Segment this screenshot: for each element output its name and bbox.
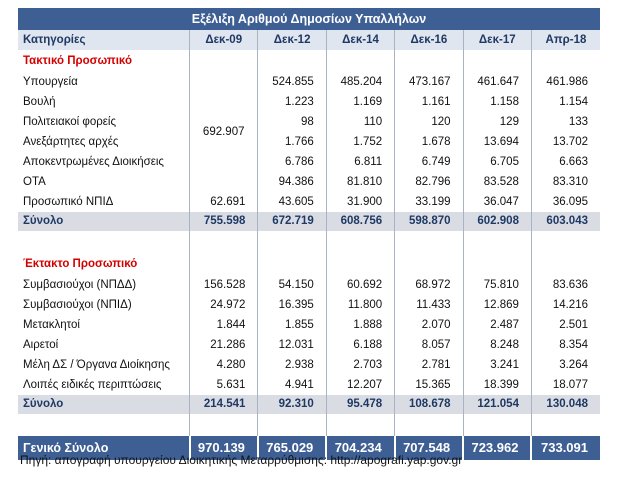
value-cell: 6.811 bbox=[326, 152, 394, 172]
total-value-cell: 121.054 bbox=[463, 395, 531, 414]
value-cell: 1.766 bbox=[258, 132, 326, 152]
value-cell: 461.647 bbox=[463, 72, 531, 92]
grand-total-value-cell: 723.962 bbox=[463, 436, 531, 460]
grand-total-value-cell: 765.029 bbox=[258, 436, 326, 460]
table-row bbox=[18, 132, 600, 152]
section-title: Τακτικό Προσωπικό bbox=[23, 55, 132, 67]
value-cell: 2.703 bbox=[326, 355, 394, 375]
empty-cell bbox=[395, 414, 463, 436]
total-value-cell: 598.870 bbox=[395, 212, 463, 231]
value-cell: 68.972 bbox=[395, 275, 463, 295]
value-cell: 1.844 bbox=[190, 315, 258, 335]
spacer-row bbox=[18, 414, 600, 436]
header-row bbox=[18, 30, 600, 50]
value-cell: 120 bbox=[395, 112, 463, 132]
value-cell: 1.161 bbox=[395, 92, 463, 112]
total-value-cell: 214.541 bbox=[190, 395, 258, 414]
value-cell: 13.702 bbox=[531, 132, 600, 152]
value-cell: 33.199 bbox=[395, 192, 463, 212]
total-value-cell: 672.719 bbox=[258, 212, 326, 231]
value-cell: 11.800 bbox=[326, 295, 394, 315]
value-cell: 21.286 bbox=[190, 335, 258, 355]
empty-cell bbox=[463, 50, 531, 72]
value-cell: 11.433 bbox=[395, 295, 463, 315]
subtotal-row bbox=[18, 395, 600, 414]
empty-cell bbox=[258, 231, 326, 253]
value-cell: 16.395 bbox=[258, 295, 326, 315]
row-label: Μέλη ΔΣ / Όργανα Διοίκησης bbox=[23, 359, 170, 371]
grand-total-value-cell: 707.548 bbox=[395, 436, 463, 460]
section-title: Έκτακτο Προσωπικό bbox=[23, 258, 138, 270]
empty-cell bbox=[463, 414, 531, 436]
empty-cell bbox=[190, 414, 258, 436]
grand-total-value-cell: 733.091 bbox=[531, 436, 600, 460]
value-cell: 5.631 bbox=[190, 375, 258, 395]
value-cell: 1.752 bbox=[326, 132, 394, 152]
row-label: Συμβασιούχοι (ΝΠΙΔ) bbox=[23, 299, 132, 311]
empty-cell bbox=[258, 414, 326, 436]
value-cell: 2.487 bbox=[463, 315, 531, 335]
value-cell: 473.167 bbox=[395, 72, 463, 92]
value-cell: 110 bbox=[326, 112, 394, 132]
empty-cell bbox=[531, 253, 600, 275]
column-header: Κατηγορίες bbox=[18, 30, 190, 50]
table-row bbox=[18, 315, 600, 335]
value-cell: 62.691 bbox=[190, 192, 258, 212]
value-cell: 12.869 bbox=[463, 295, 531, 315]
row-label: Σύνολο bbox=[18, 395, 190, 414]
total-value-cell: 608.756 bbox=[326, 212, 394, 231]
value-cell: 83.636 bbox=[531, 275, 600, 295]
value-cell: 461.986 bbox=[531, 72, 600, 92]
table-row bbox=[18, 92, 600, 112]
table-row bbox=[18, 275, 600, 295]
value-cell: 83.310 bbox=[531, 172, 600, 192]
value-cell: 43.605 bbox=[258, 192, 326, 212]
value-cell: 2.501 bbox=[531, 315, 600, 335]
row-label: Γενικό Σύνολο bbox=[18, 436, 190, 460]
row-label: Αποκεντρωμένες Διοικήσεις bbox=[23, 156, 164, 168]
row-label: Υπουργεία bbox=[23, 76, 78, 88]
row-label: Προσωπικό ΝΠΙΔ bbox=[23, 196, 114, 208]
value-cell: 6.663 bbox=[531, 152, 600, 172]
value-cell: 4.941 bbox=[258, 375, 326, 395]
table-row bbox=[18, 295, 600, 315]
empty-cell bbox=[258, 253, 326, 275]
row-label: Μετακλητοί bbox=[23, 319, 80, 331]
empty-cell bbox=[326, 50, 394, 72]
row-label: Αιρετοί bbox=[23, 339, 59, 351]
section-heading-row bbox=[18, 253, 600, 275]
subtotal-row bbox=[18, 212, 600, 231]
empty-cell bbox=[326, 253, 394, 275]
table-row bbox=[18, 192, 600, 212]
column-header: Δεκ-12 bbox=[258, 30, 326, 50]
row-label: Σύνολο bbox=[18, 212, 190, 231]
merged-value-cell: 692.907 bbox=[190, 72, 258, 192]
value-cell: 1.678 bbox=[395, 132, 463, 152]
value-cell: 4.280 bbox=[190, 355, 258, 375]
value-cell: 2.938 bbox=[258, 355, 326, 375]
grand-total-value-cell: 704.234 bbox=[326, 436, 394, 460]
value-cell: 8.248 bbox=[463, 335, 531, 355]
empty-cell bbox=[190, 231, 258, 253]
value-cell: 1.223 bbox=[258, 92, 326, 112]
value-cell: 1.154 bbox=[531, 92, 600, 112]
value-cell: 12.207 bbox=[326, 375, 394, 395]
value-cell: 12.031 bbox=[258, 335, 326, 355]
value-cell: 75.810 bbox=[463, 275, 531, 295]
table-row bbox=[18, 355, 600, 375]
value-cell: 36.047 bbox=[463, 192, 531, 212]
value-cell: 6.749 bbox=[395, 152, 463, 172]
row-label: ΟΤΑ bbox=[23, 176, 46, 188]
value-cell: 1.888 bbox=[326, 315, 394, 335]
value-cell: 82.796 bbox=[395, 172, 463, 192]
value-cell: 60.692 bbox=[326, 275, 394, 295]
value-cell: 133 bbox=[531, 112, 600, 132]
value-cell: 81.810 bbox=[326, 172, 394, 192]
value-cell: 129 bbox=[463, 112, 531, 132]
value-cell: 13.694 bbox=[463, 132, 531, 152]
empty-cell bbox=[18, 414, 190, 436]
value-cell: 1.855 bbox=[258, 315, 326, 335]
empty-cell bbox=[531, 231, 600, 253]
civil-servants-table bbox=[18, 8, 600, 460]
column-header: Δεκ-09 bbox=[190, 30, 258, 50]
value-cell: 6.705 bbox=[463, 152, 531, 172]
total-value-cell: 95.478 bbox=[326, 395, 394, 414]
column-header: Δεκ-14 bbox=[326, 30, 394, 50]
column-header: Δεκ-17 bbox=[463, 30, 531, 50]
value-cell: 156.528 bbox=[190, 275, 258, 295]
value-cell: 83.528 bbox=[463, 172, 531, 192]
value-cell: 94.386 bbox=[258, 172, 326, 192]
value-cell: 3.264 bbox=[531, 355, 600, 375]
table-row bbox=[18, 375, 600, 395]
table-body bbox=[18, 8, 600, 460]
title-row bbox=[18, 8, 600, 30]
empty-cell bbox=[326, 414, 394, 436]
row-label: Λοιπές ειδικές περιπτώσεις bbox=[23, 379, 162, 391]
value-cell: 8.057 bbox=[395, 335, 463, 355]
row-label: Ανεξάρτητες αρχές bbox=[23, 136, 119, 148]
empty-cell bbox=[18, 231, 190, 253]
empty-cell bbox=[395, 231, 463, 253]
total-value-cell: 130.048 bbox=[531, 395, 600, 414]
grand-total-value-cell: 970.139 bbox=[190, 436, 258, 460]
value-cell: 54.150 bbox=[258, 275, 326, 295]
empty-cell bbox=[531, 414, 600, 436]
value-cell: 3.241 bbox=[463, 355, 531, 375]
row-label: Πολιτειακοί φορείς bbox=[23, 116, 117, 128]
value-cell: 15.365 bbox=[395, 375, 463, 395]
value-cell: 6.786 bbox=[258, 152, 326, 172]
spacer-row bbox=[18, 231, 600, 253]
source-note: Πηγή: απογραφή υπουργείου Διοικητικής Μεταρρύθμισης: http://apografi.yap.gov.gr bbox=[20, 453, 463, 467]
empty-cell bbox=[395, 253, 463, 275]
table-row bbox=[18, 112, 600, 132]
row-label: Συμβασιούχοι (ΝΠΔΔ) bbox=[23, 279, 137, 291]
empty-cell bbox=[326, 231, 394, 253]
empty-cell bbox=[190, 253, 258, 275]
total-value-cell: 755.598 bbox=[190, 212, 258, 231]
value-cell: 36.095 bbox=[531, 192, 600, 212]
total-value-cell: 602.908 bbox=[463, 212, 531, 231]
total-value-cell: 603.043 bbox=[531, 212, 600, 231]
value-cell: 524.855 bbox=[258, 72, 326, 92]
empty-cell bbox=[463, 231, 531, 253]
empty-cell bbox=[395, 50, 463, 72]
value-cell: 1.158 bbox=[463, 92, 531, 112]
table-row bbox=[18, 172, 600, 192]
table-row bbox=[18, 72, 600, 92]
value-cell: 8.354 bbox=[531, 335, 600, 355]
value-cell: 24.972 bbox=[190, 295, 258, 315]
table-row bbox=[18, 152, 600, 172]
value-cell: 98 bbox=[258, 112, 326, 132]
value-cell: 2.070 bbox=[395, 315, 463, 335]
value-cell: 2.781 bbox=[395, 355, 463, 375]
value-cell: 1.169 bbox=[326, 92, 394, 112]
empty-cell bbox=[463, 253, 531, 275]
value-cell: 18.077 bbox=[531, 375, 600, 395]
row-label: Βουλή bbox=[23, 96, 56, 108]
value-cell: 18.399 bbox=[463, 375, 531, 395]
table-row bbox=[18, 335, 600, 355]
value-cell: 6.188 bbox=[326, 335, 394, 355]
total-value-cell: 108.678 bbox=[395, 395, 463, 414]
statistics-table-container bbox=[18, 8, 600, 460]
value-cell: 31.900 bbox=[326, 192, 394, 212]
empty-cell bbox=[190, 50, 258, 72]
empty-cell bbox=[531, 50, 600, 72]
table-title: Εξέλιξη Αριθμού Δημοσίων Υπαλλήλων bbox=[18, 8, 600, 30]
section-heading-row bbox=[18, 50, 600, 72]
value-cell: 485.204 bbox=[326, 72, 394, 92]
column-header: Δεκ-16 bbox=[395, 30, 463, 50]
total-value-cell: 92.310 bbox=[258, 395, 326, 414]
value-cell: 14.216 bbox=[531, 295, 600, 315]
column-header: Απρ-18 bbox=[531, 30, 600, 50]
empty-cell bbox=[258, 50, 326, 72]
